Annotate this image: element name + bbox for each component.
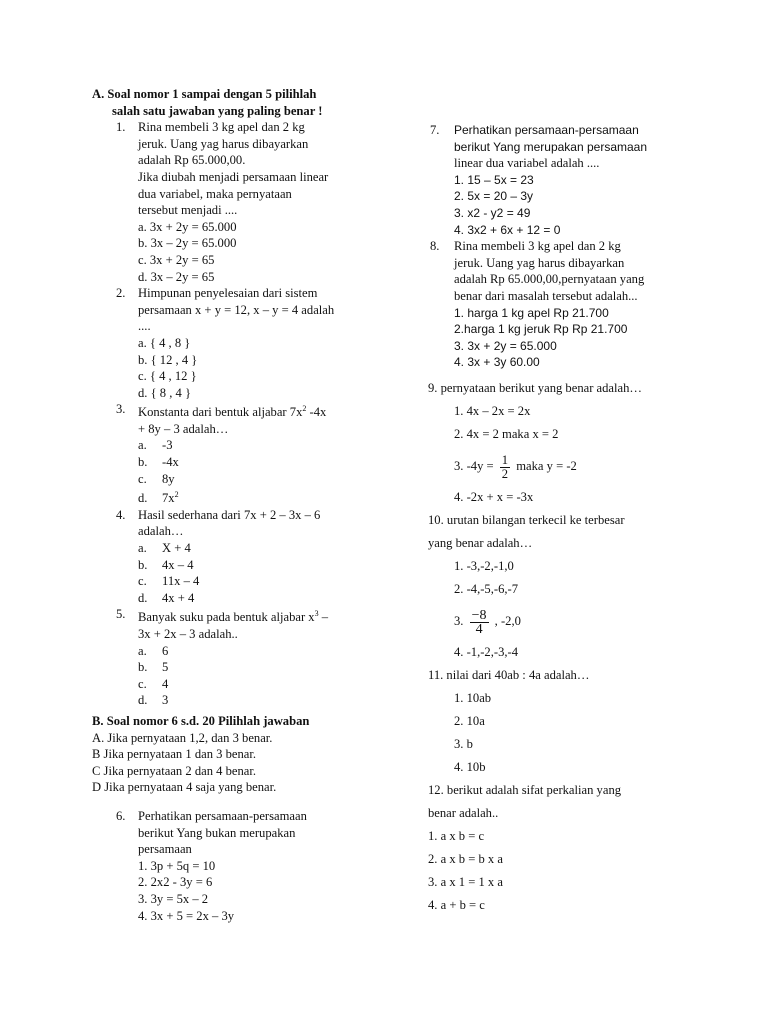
right-column: [428, 122, 728, 917]
question-text: berikut Yang bukan merupakan: [138, 825, 296, 840]
option-label: d.: [138, 590, 148, 605]
answer-option: d. 3x – 2y = 65: [138, 269, 215, 284]
answer-option: 3. 3y = 5x – 2: [138, 891, 209, 906]
question-number: 2.: [116, 286, 126, 301]
question-text: benar adalah..: [428, 805, 499, 820]
answer-option: [428, 601, 728, 641]
question-text: 12. berikut adalah sifat perkalian yang: [428, 782, 622, 797]
option-label: c.: [138, 676, 147, 691]
question-12: [428, 779, 728, 917]
section-a-title-cont: salah satu jawaban yang paling benar !: [112, 103, 323, 118]
answer-option: 2. 10a: [454, 713, 485, 728]
option-text-part: maka y = -2: [516, 458, 577, 473]
option-label: c.: [138, 471, 147, 486]
answer-option: 1. harga 1 kg apel Rp 21.700: [454, 305, 609, 320]
option-value: -4x: [162, 455, 179, 470]
left-column: [92, 86, 384, 924]
question-text: 10. urutan bilangan terkecil ke terbesar: [428, 512, 625, 527]
option-value: -3: [162, 438, 173, 453]
answer-option: 4. 3x2 + 6x + 12 = 0: [454, 222, 561, 237]
answer-option: a. { 4 , 8 }: [138, 335, 191, 350]
exponent: 3: [314, 609, 319, 619]
question-text: Himpunan penyelesaian dari sistem: [138, 286, 318, 301]
option-label: a.: [138, 541, 147, 556]
question-text: Perhatikan persamaan-persamaan: [138, 808, 307, 823]
question-text: Rina membeli 3 kg apel dan 2 kg: [138, 120, 305, 135]
exponent: 2: [174, 490, 179, 500]
option-label: c.: [138, 574, 147, 589]
question-text: Rina membeli 3 kg apel dan 2 kg: [454, 239, 621, 254]
answer-option: [138, 659, 384, 676]
answer-option: b. 3x – 2y = 65.000: [138, 236, 237, 251]
question-5: [92, 606, 384, 709]
option-value: X + 4: [162, 541, 191, 556]
answer-option: c. { 4 , 12 }: [138, 369, 197, 384]
option-text-part: 3. -4y =: [454, 458, 494, 473]
answer-option: [138, 692, 384, 709]
question-text: berikut Yang merupakan persamaan: [454, 139, 648, 154]
question-text: linear dua variabel adalah ....: [454, 156, 600, 171]
answer-option: 4. -2x + x = -3x: [454, 489, 534, 504]
answer-option: [138, 643, 384, 660]
answer-option: 2. 2x2 - 3y = 6: [138, 875, 213, 890]
question-text: + 8y – 3 adalah…: [138, 421, 229, 436]
answer-option: 2. 5x = 20 – 3y: [454, 189, 534, 204]
option-label: d.: [138, 491, 148, 506]
answer-option: 4. 10b: [454, 759, 486, 774]
question-text: 11. nilai dari 40ab : 4a adalah…: [428, 667, 590, 682]
option-value: 3: [162, 693, 169, 708]
question-text: [138, 401, 384, 421]
question-text: Jika diubah menjadi persamaan linear: [138, 169, 329, 184]
fraction-numerator: −8: [471, 607, 487, 623]
question-text: Hasil sederhana dari 7x + 2 – 3x – 6: [138, 507, 321, 522]
question-number: 6.: [116, 808, 126, 823]
option-value: 6: [162, 643, 169, 658]
answer-option: 3. a x 1 = 1 x a: [428, 874, 503, 889]
answer-option: 4. a + b = c: [428, 897, 485, 912]
answer-option: [138, 487, 384, 507]
question-text: jeruk. Uang yag harus dibayarkan: [138, 136, 309, 151]
option-label: d.: [138, 693, 148, 708]
answer-option: 1. 10ab: [454, 690, 492, 705]
question-3: [92, 401, 384, 507]
exponent: 2: [302, 404, 307, 414]
question-6: [92, 808, 384, 924]
question-text: adalah Rp 65.000,00.: [138, 153, 246, 168]
question-number: 5.: [116, 607, 126, 622]
question-text: jeruk. Uang yag harus dibayarkan: [454, 255, 625, 270]
fraction-denominator: 4: [475, 621, 483, 637]
answer-option: a. 3x + 2y = 65.000: [138, 219, 237, 234]
option-value: 4x + 4: [162, 590, 195, 605]
question-text: benar dari masalah tersebut adalah...: [454, 288, 638, 303]
question-text: yang benar adalah…: [428, 535, 533, 550]
option-label: b.: [138, 455, 148, 470]
answer-option: [138, 676, 384, 693]
question-text: ....: [138, 319, 151, 334]
question-text-part: Konstanta dari bentuk aljabar 7x: [138, 405, 303, 420]
answer-option: [138, 437, 384, 454]
answer-option: [138, 590, 384, 607]
option-label: a.: [138, 643, 147, 658]
option-label: b.: [138, 660, 148, 675]
fraction: [500, 454, 510, 481]
answer-option: 2. a x b = b x a: [428, 851, 503, 866]
question-text: 9. pernyataan berikut yang benar adalah…: [428, 380, 643, 395]
question-8: [428, 238, 728, 371]
question-text: persamaan x + y = 12, x – y = 4 adalah: [138, 302, 335, 317]
option-value: 7x: [162, 491, 175, 506]
answer-option: d. { 8 , 4 }: [138, 385, 192, 400]
answer-option: 1. -3,-2,-1,0: [454, 558, 514, 573]
answer-option: 3. x2 - y2 = 49: [454, 205, 531, 220]
section-a-title: A. Soal nomor 1 sampai dengan 5 pilihlah: [92, 87, 317, 101]
question-text: Perhatikan persamaan-persamaan: [454, 123, 639, 137]
option-label: a.: [138, 438, 147, 453]
option-value: 4x – 4: [162, 557, 194, 572]
option-value: 4: [162, 676, 169, 691]
question-number: 1.: [116, 120, 126, 135]
question-number: 4.: [116, 507, 126, 522]
question-number: 7.: [430, 123, 440, 137]
answer-option: 1. 4x – 2x = 2x: [454, 403, 531, 418]
section-b-rule: C Jika pernyataan 2 dan 4 benar.: [92, 763, 257, 778]
answer-option: 3. 3x + 2y = 65.000: [454, 338, 557, 353]
question-text-part: -4x: [306, 405, 327, 420]
question-text: adalah…: [138, 524, 184, 539]
answer-option: 1. 3p + 5q = 10: [138, 858, 216, 873]
answer-option: [138, 557, 384, 574]
answer-option: [428, 446, 728, 486]
answer-option: [138, 540, 384, 557]
question-text-part: –: [318, 610, 329, 625]
question-text: persamaan: [138, 842, 192, 857]
section-b-rule: B Jika pernyataan 1 dan 3 benar.: [92, 747, 257, 762]
answer-option: 2.harga 1 kg jeruk Rp Rp 21.700: [454, 322, 628, 337]
fraction-denominator: 2: [501, 466, 509, 481]
question-number: 8.: [430, 239, 440, 254]
option-value: 8y: [162, 471, 175, 486]
answer-option: 4. -1,-2,-3,-4: [454, 644, 519, 659]
question-text-part: Banyak suku pada bentuk aljabar x: [138, 610, 315, 625]
option-text-part: 3.: [454, 613, 464, 628]
question-text: dua variabel, maka pernyataan: [138, 186, 292, 201]
answer-option: b. { 12 , 4 }: [138, 352, 198, 367]
option-value: 11x – 4: [162, 574, 200, 589]
answer-option: 2. -4,-5,-6,-7: [454, 581, 519, 596]
question-4: [92, 507, 384, 607]
answer-option: c. 3x + 2y = 65: [138, 252, 215, 267]
question-11: [428, 664, 728, 779]
answer-option: [138, 454, 384, 471]
section-b-rule: A. Jika pernyataan 1,2, dan 3 benar.: [92, 730, 273, 745]
option-text-part: , -2,0: [494, 613, 521, 628]
question-10: [428, 509, 728, 664]
section-b-rule: D Jika pernyataan 4 saja yang benar.: [92, 780, 277, 795]
option-value: 5: [162, 660, 169, 675]
fraction-numerator: 1: [501, 452, 509, 467]
question-text: 3x + 2x – 3 adalah..: [138, 627, 238, 641]
question-1: [92, 119, 384, 285]
question-2: [92, 285, 384, 401]
question-text: adalah Rp 65.000,00,pernyataan yang: [454, 272, 645, 287]
answer-option: 2. 4x = 2 maka x = 2: [454, 426, 559, 441]
question-text: [138, 606, 384, 626]
question-9: [428, 377, 728, 509]
question-7: [428, 122, 728, 238]
answer-option: 4. 3x + 3y 60.00: [454, 355, 540, 370]
option-label: b.: [138, 557, 148, 572]
section-b-title: B. Soal nomor 6 s.d. 20 Pilihlah jawaban: [92, 713, 310, 728]
answer-option: 3. b: [454, 736, 473, 751]
question-text: tersebut menjadi ....: [138, 203, 238, 218]
answer-option: [138, 471, 384, 488]
answer-option: 1. a x b = c: [428, 828, 485, 843]
answer-option: 4. 3x + 5 = 2x – 3y: [138, 908, 235, 923]
answer-option: [138, 573, 384, 590]
question-number: 3.: [116, 402, 126, 417]
answer-option: 1. 15 – 5x = 23: [454, 172, 534, 187]
fraction: [470, 609, 489, 636]
